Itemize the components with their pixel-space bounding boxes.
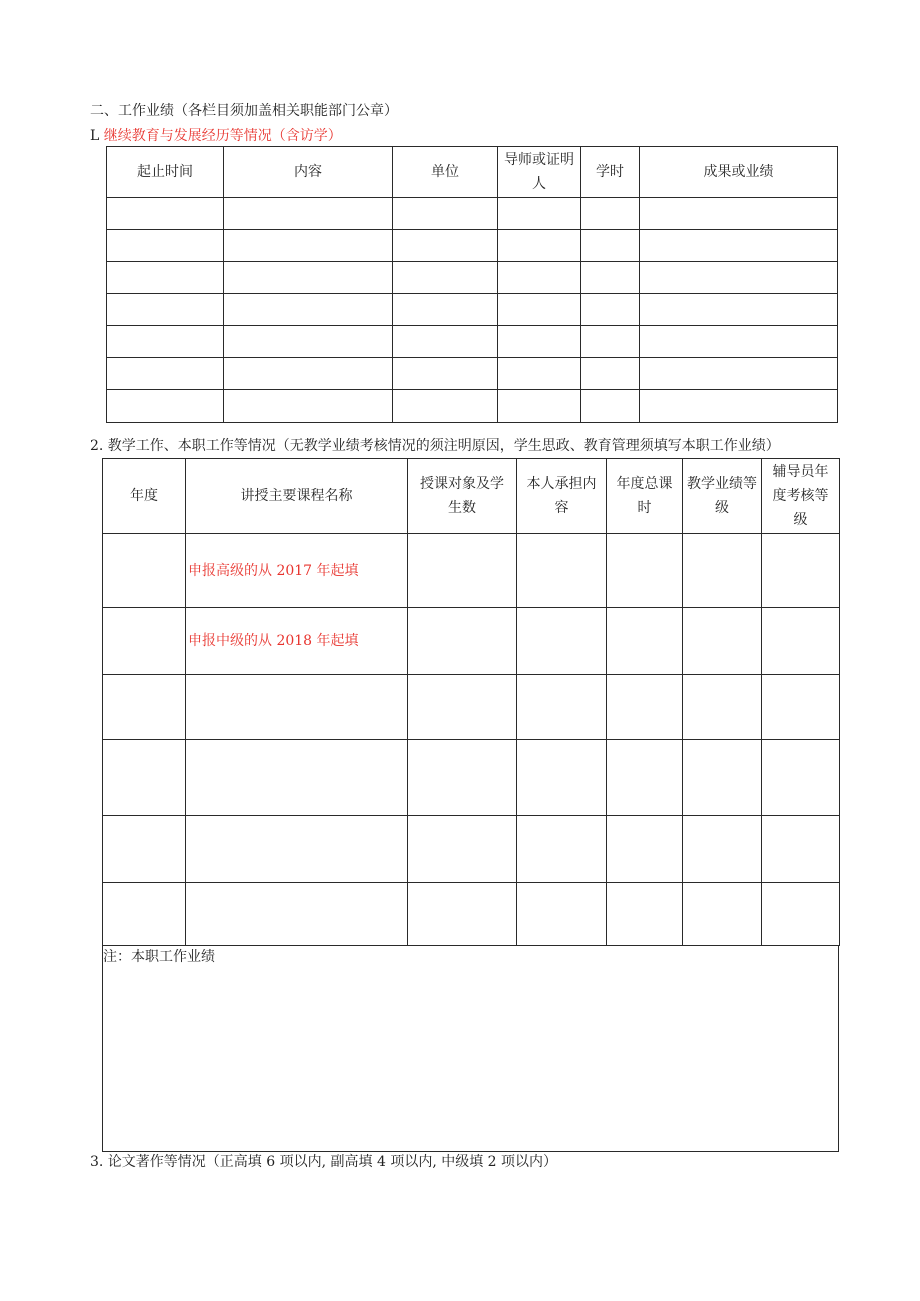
table-cell[interactable] bbox=[607, 534, 683, 608]
table-cell[interactable] bbox=[224, 326, 393, 358]
table-cell[interactable] bbox=[224, 358, 393, 390]
table-cell[interactable] bbox=[581, 262, 640, 294]
table-cell[interactable] bbox=[107, 230, 224, 262]
table-cell[interactable] bbox=[498, 326, 581, 358]
table-cell[interactable] bbox=[683, 883, 762, 946]
table-cell[interactable] bbox=[107, 390, 224, 423]
table-row bbox=[103, 534, 840, 608]
table-cell[interactable] bbox=[517, 740, 607, 816]
table-cell[interactable] bbox=[607, 608, 683, 675]
header-mentor: 导师或证明人 bbox=[498, 147, 581, 198]
table-cell[interactable] bbox=[393, 230, 498, 262]
header-content: 内容 bbox=[224, 147, 393, 198]
table-cell[interactable] bbox=[393, 390, 498, 423]
table-header-row bbox=[103, 459, 840, 534]
header-responsibility: 本人承担内容 bbox=[517, 459, 607, 534]
table-cell[interactable] bbox=[762, 740, 840, 816]
header-achievements: 成果或业绩 bbox=[640, 147, 838, 198]
table-cell[interactable] bbox=[107, 198, 224, 230]
senior-hint: 申报高级的从 2017 年起填 bbox=[186, 534, 408, 608]
table-cell[interactable] bbox=[103, 534, 186, 608]
table-cell[interactable] bbox=[517, 816, 607, 883]
header-unit: 单位 bbox=[393, 147, 498, 198]
table-row bbox=[107, 230, 838, 262]
table-cell[interactable] bbox=[408, 740, 517, 816]
table-cell[interactable] bbox=[517, 534, 607, 608]
table-cell[interactable] bbox=[640, 198, 838, 230]
table-cell[interactable] bbox=[408, 534, 517, 608]
table-cell[interactable] bbox=[103, 883, 186, 946]
table-cell[interactable] bbox=[408, 883, 517, 946]
table-cell[interactable] bbox=[762, 608, 840, 675]
table-row bbox=[107, 198, 838, 230]
table-row bbox=[103, 816, 840, 883]
table-cell[interactable] bbox=[393, 358, 498, 390]
header-teaching-grade: 教学业绩等级 bbox=[683, 459, 762, 534]
subsection-2-title: 2. 教学工作、本职工作等情况（无教学业绩考核情况的须注明原因，学生思政、教育管理须填写本职工作业绩） bbox=[90, 438, 780, 454]
table-cell[interactable] bbox=[393, 198, 498, 230]
table-row bbox=[107, 326, 838, 358]
table-cell[interactable] bbox=[581, 230, 640, 262]
table-cell[interactable] bbox=[581, 198, 640, 230]
table-cell[interactable] bbox=[762, 883, 840, 946]
table-cell[interactable] bbox=[224, 230, 393, 262]
subsection-1-heading bbox=[90, 127, 342, 145]
table-cell[interactable] bbox=[762, 816, 840, 883]
table-cell[interactable] bbox=[762, 675, 840, 740]
table-row bbox=[107, 262, 838, 294]
teaching-work-table bbox=[102, 458, 840, 946]
table-cell[interactable] bbox=[186, 883, 408, 946]
table-cell[interactable] bbox=[498, 198, 581, 230]
section-title: 二、工作业绩（各栏目须加盖相关职能部门公章） bbox=[90, 103, 398, 119]
table-cell[interactable] bbox=[103, 740, 186, 816]
table-cell[interactable] bbox=[683, 534, 762, 608]
table-cell[interactable] bbox=[103, 816, 186, 883]
table-cell[interactable] bbox=[224, 390, 393, 423]
table-cell[interactable] bbox=[498, 230, 581, 262]
table-cell[interactable] bbox=[408, 816, 517, 883]
continuing-education-table bbox=[106, 146, 838, 423]
table-row bbox=[107, 390, 838, 423]
table-cell[interactable] bbox=[103, 608, 186, 675]
table-cell[interactable] bbox=[408, 608, 517, 675]
header-course-name: 讲授主要课程名称 bbox=[186, 459, 408, 534]
header-students: 授课对象及学生数 bbox=[408, 459, 517, 534]
header-year: 年度 bbox=[103, 459, 186, 534]
table-cell[interactable] bbox=[498, 294, 581, 326]
table-row bbox=[107, 294, 838, 326]
header-counselor-grade: 辅导员年度考核等级 bbox=[762, 459, 840, 534]
table-cell[interactable] bbox=[607, 675, 683, 740]
table-cell[interactable] bbox=[640, 230, 838, 262]
header-period: 起止时间 bbox=[107, 147, 224, 198]
table-row bbox=[103, 608, 840, 675]
header-hours: 学时 bbox=[581, 147, 640, 198]
table-cell[interactable] bbox=[607, 816, 683, 883]
table-cell[interactable] bbox=[640, 358, 838, 390]
table-cell[interactable] bbox=[517, 883, 607, 946]
table-cell[interactable] bbox=[640, 390, 838, 423]
table-row bbox=[103, 675, 840, 740]
table-cell[interactable] bbox=[498, 262, 581, 294]
table-cell[interactable] bbox=[640, 262, 838, 294]
table-cell[interactable] bbox=[581, 294, 640, 326]
table-cell[interactable] bbox=[683, 740, 762, 816]
job-performance-note[interactable]: 注：本职工作业绩 bbox=[103, 946, 839, 1152]
table-cell[interactable] bbox=[517, 675, 607, 740]
intermediate-hint: 申报中级的从 2018 年起填 bbox=[186, 608, 408, 675]
table-row bbox=[107, 358, 838, 390]
subsection-1-prefix: L bbox=[90, 128, 100, 144]
table-cell[interactable] bbox=[224, 262, 393, 294]
table-cell[interactable] bbox=[498, 390, 581, 423]
table-cell[interactable] bbox=[498, 358, 581, 390]
table-cell[interactable] bbox=[607, 883, 683, 946]
table-cell[interactable] bbox=[581, 358, 640, 390]
table-cell[interactable] bbox=[103, 675, 186, 740]
table-cell[interactable] bbox=[107, 294, 224, 326]
table-cell[interactable] bbox=[517, 608, 607, 675]
table-row bbox=[103, 883, 840, 946]
table-cell[interactable] bbox=[408, 675, 517, 740]
table-cell[interactable] bbox=[683, 816, 762, 883]
header-total-hours: 年度总课时 bbox=[607, 459, 683, 534]
table-cell[interactable] bbox=[186, 675, 408, 740]
job-performance-note-box bbox=[102, 945, 839, 1152]
table-row bbox=[103, 740, 840, 816]
table-cell[interactable] bbox=[581, 326, 640, 358]
table-cell[interactable] bbox=[186, 740, 408, 816]
table-cell[interactable] bbox=[393, 294, 498, 326]
table-header-row bbox=[107, 147, 838, 198]
table-cell[interactable] bbox=[607, 740, 683, 816]
subsection-1-title: 继续教育与发展经历等情况（含访学） bbox=[103, 128, 342, 144]
table-cell[interactable] bbox=[683, 608, 762, 675]
table-cell[interactable] bbox=[107, 358, 224, 390]
table-cell[interactable] bbox=[640, 326, 838, 358]
subsection-3-title: 3. 论文著作等情况（正高填 6 项以内, 副高填 4 项以内, 中级填 2 项以内） bbox=[90, 1154, 558, 1170]
table-cell[interactable] bbox=[107, 262, 224, 294]
table-cell[interactable] bbox=[683, 675, 762, 740]
table-cell[interactable] bbox=[581, 390, 640, 423]
table-cell[interactable] bbox=[640, 294, 838, 326]
table-cell[interactable] bbox=[186, 816, 408, 883]
table-cell[interactable] bbox=[393, 326, 498, 358]
table-cell[interactable] bbox=[107, 326, 224, 358]
table-cell[interactable] bbox=[224, 294, 393, 326]
table-cell[interactable] bbox=[762, 534, 840, 608]
table-cell[interactable] bbox=[393, 262, 498, 294]
table-cell[interactable] bbox=[224, 198, 393, 230]
